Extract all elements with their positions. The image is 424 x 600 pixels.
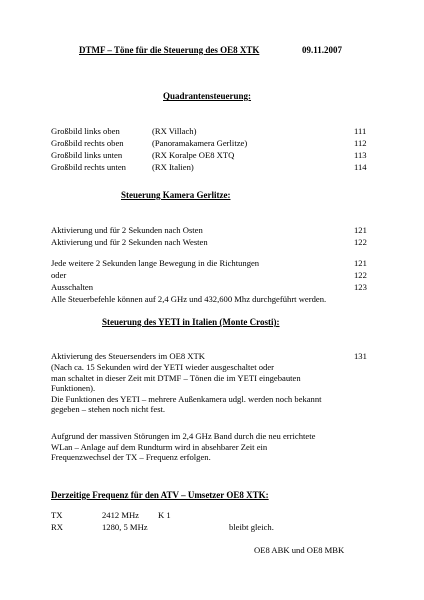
paragraph-line: (Nach ca. 15 Sekunden wird der YETI wieder ausgeschaltet oder [51, 362, 275, 372]
document-date: 09.11.2007 [302, 45, 343, 55]
section-heading-frequency: Derzeitige Frequenz für den ATV – Umsetzer OE8 XTK: [51, 490, 269, 500]
quadrant-row-label: Großbild links oben [51, 126, 120, 136]
quadrant-row-code: 112 [354, 138, 367, 148]
quadrant-row-label: Großbild rechts oben [51, 138, 124, 148]
quadrant-row-code: 111 [354, 126, 367, 136]
yeti-row-code: 131 [354, 351, 367, 361]
quadrant-row-desc: (Panoramakamera Gerlitze) [152, 138, 248, 148]
paragraph-line: man schaltet in dieser Zeit mit DTMF – Tönen die im YETI eingebauten [51, 372, 301, 383]
camera-row-code: 121 [354, 258, 367, 268]
yeti-row-text: Aktivierung des Steuersenders im OE8 XTK [51, 351, 205, 361]
paragraph-line: gegeben – stehen noch nicht fest. [51, 404, 166, 415]
camera-row-code: 122 [354, 270, 367, 280]
tx-value: 2412 MHz [102, 510, 139, 520]
quadrant-row-desc: (RX Italien) [152, 162, 194, 172]
quadrant-row-code: 114 [354, 162, 367, 172]
yeti-paragraph-2 [51, 431, 315, 463]
tx-extra: K 1 [158, 510, 171, 520]
document-title: DTMF – Töne für die Steuerung des OE8 XTK [79, 45, 260, 55]
camera-row-code: 122 [354, 237, 367, 247]
camera-note: Alle Steuerbefehle können auf 2,4 GHz und 432,600 Mhz durchgeführt werden. [51, 294, 327, 304]
quadrant-row-label: Großbild links unten [51, 150, 123, 160]
quadrant-row-label: Großbild rechts unten [51, 162, 126, 172]
signature: OE8 ABK und OE8 MBK [254, 545, 345, 555]
section-heading-quadrant: Quadrantensteuerung: [163, 91, 252, 101]
rx-label: RX [51, 522, 63, 532]
camera-row-text: Aktivierung und für 2 Sekunden nach Osten [51, 225, 203, 235]
camera-row-text: Aktivierung und für 2 Sekunden nach Westen [51, 237, 208, 247]
paragraph-line: Funktionen). [51, 383, 96, 394]
camera-row-text: Jede weitere 2 Sekunden lange Bewegung in die Richtungen [51, 258, 260, 268]
quadrant-row-desc: (RX Villach) [152, 126, 197, 136]
tx-label: TX [51, 510, 63, 520]
quadrant-row-code: 113 [354, 150, 367, 160]
paragraph-line: Frequenzwechsel der TX – Frequenz erfolgen. [51, 452, 211, 463]
section-heading-camera: Steuerung Kamera Gerlitze: [121, 190, 231, 200]
camera-row-text: oder [51, 270, 67, 280]
section-heading-yeti: Steuerung des YETI in Italien (Monte Crosti): [102, 317, 280, 327]
camera-row-code: 121 [354, 225, 367, 235]
camera-row-code: 123 [354, 282, 367, 292]
yeti-paragraph-1 [51, 362, 322, 415]
paragraph-line: Die Funktionen des YETI – mehrere Außenkamera udgl. werden noch bekannt [51, 393, 322, 404]
rx-value: 1280, 5 MHz [102, 522, 148, 532]
rx-extra: bleibt gleich. [229, 522, 274, 532]
camera-row-text: Ausschalten [51, 282, 94, 292]
paragraph-line: WLan – Anlage auf dem Rundturm wird in absehbarer Zeit ein [51, 441, 268, 452]
quadrant-row-desc: (RX Koralpe OE8 XTQ [152, 150, 235, 160]
paragraph-line: Aufgrund der massiven Störungen im 2,4 GHz Band durch die neu errichtete [51, 431, 316, 441]
